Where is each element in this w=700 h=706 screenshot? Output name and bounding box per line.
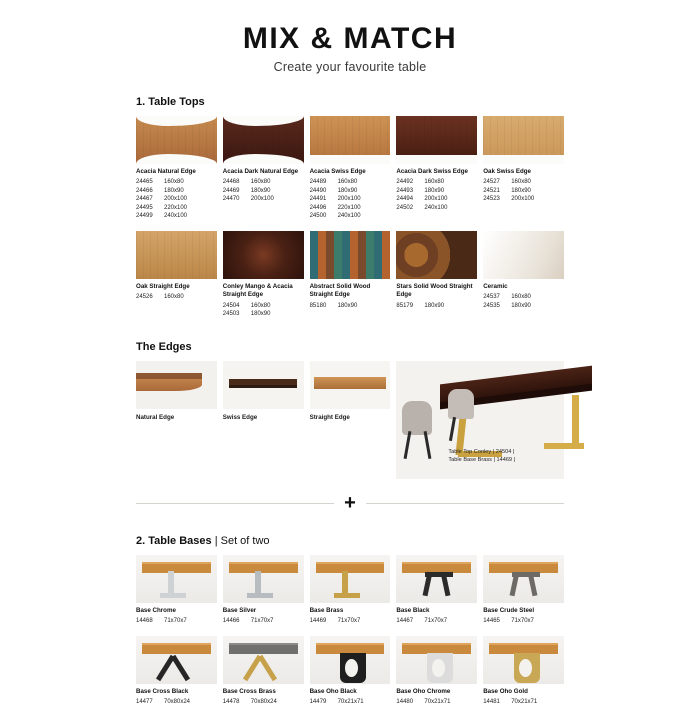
edge-name: Swiss Edge bbox=[222, 413, 258, 421]
base-codes bbox=[136, 698, 217, 706]
base-codes bbox=[483, 617, 564, 626]
product-size: 220x100 bbox=[337, 204, 361, 211]
base-codes bbox=[310, 617, 391, 626]
code-row bbox=[396, 204, 477, 213]
base-size: 70x21x71 bbox=[337, 698, 364, 705]
code-row bbox=[310, 302, 391, 311]
code-row bbox=[310, 212, 391, 221]
base-codes bbox=[483, 698, 564, 706]
section-suffix-bases: | Set of two bbox=[214, 534, 270, 547]
edge-cell[interactable] bbox=[223, 361, 304, 479]
product-size: 200x100 bbox=[511, 196, 535, 203]
product-code: 24492 bbox=[396, 179, 414, 186]
product-swatch bbox=[483, 231, 564, 279]
product-name: Oak Straight Edge bbox=[136, 282, 190, 290]
product-name: Ceramic bbox=[483, 282, 508, 290]
edges-grid bbox=[136, 361, 564, 479]
product-codes bbox=[483, 293, 564, 310]
code-row bbox=[136, 293, 217, 302]
code-row bbox=[223, 617, 304, 626]
product-size: 200x100 bbox=[337, 196, 361, 203]
product-size: 180x90 bbox=[337, 187, 358, 194]
base-code: 14480 bbox=[396, 698, 414, 705]
product-code: 24490 bbox=[309, 187, 327, 194]
product-size: 160x80 bbox=[337, 179, 358, 186]
product-name: Abstract Solid Wood Straight Edge bbox=[309, 282, 371, 299]
product-name: Acacia Dark Swiss Edge bbox=[396, 168, 468, 175]
edge-swatch bbox=[136, 361, 217, 409]
catalog-content bbox=[0, 96, 700, 706]
page-title: MIX & MATCH bbox=[242, 22, 458, 55]
base-swatch bbox=[310, 555, 391, 603]
product-code: 24489 bbox=[309, 179, 327, 186]
product-codes bbox=[223, 302, 304, 319]
base-size: 70x21x71 bbox=[424, 698, 451, 705]
base-size: 70x80x24 bbox=[250, 698, 277, 705]
section-title-table-bases bbox=[136, 535, 564, 547]
base-swatch bbox=[396, 555, 477, 603]
product-name: Stars Solid Wood Straight Edge bbox=[396, 282, 473, 299]
product-cell[interactable] bbox=[136, 231, 217, 319]
product-code: 24467 bbox=[136, 196, 153, 203]
base-name: Base Brass bbox=[309, 606, 344, 614]
product-code: 24495 bbox=[136, 204, 153, 211]
product-size: 200x100 bbox=[250, 196, 274, 203]
product-size: 160x80 bbox=[511, 179, 531, 186]
code-row bbox=[483, 302, 564, 311]
code-row bbox=[310, 617, 391, 626]
product-size: 180x90 bbox=[250, 187, 271, 194]
product-code: 24468 bbox=[222, 179, 240, 186]
product-codes bbox=[396, 302, 477, 311]
base-swatch bbox=[223, 555, 304, 603]
code-row bbox=[483, 698, 564, 706]
base-code: 14479 bbox=[309, 698, 327, 705]
code-row bbox=[310, 698, 391, 706]
product-code: 24500 bbox=[309, 213, 327, 220]
section-number-tops: 1. bbox=[136, 96, 146, 108]
base-name: Base Cross Black bbox=[136, 687, 189, 695]
product-code: 24499 bbox=[136, 213, 153, 220]
base-swatch bbox=[396, 636, 477, 684]
product-swatch bbox=[136, 116, 217, 164]
product-size: 240x100 bbox=[424, 204, 448, 211]
base-name: Base Chrome bbox=[136, 606, 176, 614]
base-swatch bbox=[483, 636, 564, 684]
product-size: 180x90 bbox=[424, 302, 445, 309]
base-cell[interactable] bbox=[483, 636, 564, 706]
base-size: 71x70x7 bbox=[337, 618, 361, 625]
code-row bbox=[136, 698, 217, 706]
base-codes bbox=[396, 617, 477, 626]
product-size: 160x80 bbox=[250, 179, 271, 186]
base-name: Base Oho Black bbox=[309, 687, 357, 695]
base-cell[interactable] bbox=[310, 636, 391, 706]
page-header bbox=[0, 0, 700, 74]
base-size: 71x70x7 bbox=[511, 618, 534, 625]
section-number-bases: 2. bbox=[136, 534, 146, 547]
product-size: 180x90 bbox=[511, 187, 531, 194]
product-size: 180x90 bbox=[424, 187, 445, 194]
page-subtitle: Create your favourite table bbox=[273, 60, 427, 74]
code-row bbox=[136, 204, 217, 213]
table-bases-row-1 bbox=[136, 555, 564, 626]
code-row bbox=[396, 178, 477, 187]
product-swatch bbox=[136, 231, 217, 279]
base-name: Base Silver bbox=[222, 606, 257, 614]
base-code: 14469 bbox=[309, 618, 327, 625]
product-size: 200x100 bbox=[424, 196, 448, 203]
product-size: 160x80 bbox=[424, 179, 445, 186]
code-row bbox=[223, 187, 304, 196]
code-row bbox=[396, 617, 477, 626]
product-size: 160x80 bbox=[511, 294, 531, 301]
product-size: 240x100 bbox=[337, 213, 361, 220]
product-cell[interactable] bbox=[223, 116, 304, 221]
code-row bbox=[310, 178, 391, 187]
code-row bbox=[396, 302, 477, 311]
base-cell[interactable] bbox=[136, 636, 217, 706]
base-swatch bbox=[136, 555, 217, 603]
product-size: 220x100 bbox=[164, 204, 188, 211]
base-cell[interactable] bbox=[223, 555, 304, 626]
product-code: 24503 bbox=[222, 311, 240, 318]
product-name: Acacia Dark Natural Edge bbox=[222, 168, 299, 175]
edge-cell[interactable] bbox=[136, 361, 217, 479]
code-row bbox=[136, 195, 217, 204]
code-row bbox=[223, 698, 304, 706]
base-codes bbox=[223, 698, 304, 706]
product-codes bbox=[396, 178, 477, 212]
product-codes bbox=[136, 178, 217, 221]
base-codes bbox=[136, 617, 217, 626]
base-cell[interactable] bbox=[396, 555, 477, 626]
base-name: Base Oho Chrome bbox=[396, 687, 451, 695]
code-row bbox=[310, 187, 391, 196]
base-cell[interactable] bbox=[136, 555, 217, 626]
base-name: Base Crude Steel bbox=[483, 606, 535, 614]
product-swatch bbox=[310, 231, 391, 279]
code-row bbox=[483, 617, 564, 626]
product-cell[interactable] bbox=[310, 116, 391, 221]
edge-swatch bbox=[223, 361, 304, 409]
base-size: 71x70x7 bbox=[424, 618, 448, 625]
base-cell[interactable] bbox=[310, 555, 391, 626]
product-size: 180x90 bbox=[164, 187, 184, 194]
product-code: 24537 bbox=[483, 294, 500, 301]
product-swatch bbox=[310, 116, 391, 164]
base-code: 14481 bbox=[483, 698, 500, 705]
product-cell[interactable] bbox=[483, 116, 564, 221]
product-code: 24465 bbox=[136, 179, 153, 186]
plus-symbol: + bbox=[334, 493, 366, 513]
code-row bbox=[223, 302, 304, 311]
base-code: 14468 bbox=[136, 618, 153, 625]
base-code: 14467 bbox=[396, 618, 414, 625]
code-row bbox=[223, 195, 304, 204]
product-codes bbox=[223, 178, 304, 204]
hero-caption bbox=[448, 448, 515, 465]
section-divider bbox=[136, 493, 564, 513]
product-code: 24470 bbox=[222, 196, 240, 203]
product-code: 85180 bbox=[309, 302, 327, 309]
code-row bbox=[136, 178, 217, 187]
product-cell[interactable] bbox=[310, 231, 391, 319]
code-row bbox=[223, 178, 304, 187]
product-codes bbox=[310, 302, 391, 311]
base-swatch bbox=[310, 636, 391, 684]
base-code: 14465 bbox=[483, 618, 500, 625]
product-swatch bbox=[223, 116, 304, 164]
code-row bbox=[136, 187, 217, 196]
product-codes bbox=[483, 178, 564, 204]
product-size: 240x100 bbox=[164, 213, 188, 220]
hero-caption-line-2: Table Base Brass | 14469 | bbox=[448, 457, 516, 464]
product-code: 24535 bbox=[483, 302, 500, 309]
edge-cell[interactable] bbox=[310, 361, 391, 479]
product-codes bbox=[136, 293, 217, 302]
product-size: 160x80 bbox=[164, 179, 184, 186]
product-code: 24491 bbox=[309, 196, 327, 203]
edge-name: Straight Edge bbox=[309, 413, 350, 421]
product-cell[interactable] bbox=[396, 231, 477, 319]
code-row bbox=[483, 178, 564, 187]
product-cell[interactable] bbox=[396, 116, 477, 221]
product-code: 24466 bbox=[136, 187, 153, 194]
code-row bbox=[483, 293, 564, 302]
product-size: 160x80 bbox=[164, 294, 184, 301]
product-code: 24496 bbox=[309, 204, 327, 211]
product-name: Oak Swiss Edge bbox=[483, 168, 531, 175]
product-swatch bbox=[396, 231, 477, 279]
product-code: 24523 bbox=[483, 196, 500, 203]
section-label-bases: Table Bases bbox=[148, 534, 212, 547]
table-bases-row-2 bbox=[136, 636, 564, 706]
product-name: Acacia Swiss Edge bbox=[309, 168, 366, 175]
hero-caption-line-1: Table Top Conley | 24504 | bbox=[448, 448, 515, 455]
code-row bbox=[136, 212, 217, 221]
section-title-the-edges: The Edges bbox=[136, 340, 192, 353]
product-size: 180x90 bbox=[337, 302, 358, 309]
product-size: 180x90 bbox=[250, 311, 271, 318]
code-row bbox=[396, 187, 477, 196]
table-tops-row-1 bbox=[136, 116, 564, 221]
hero-product-image bbox=[396, 361, 564, 479]
code-row bbox=[223, 310, 304, 319]
base-swatch bbox=[136, 636, 217, 684]
product-code: 24493 bbox=[396, 187, 414, 194]
code-row bbox=[483, 195, 564, 204]
code-row bbox=[396, 698, 477, 706]
product-size: 180x90 bbox=[511, 302, 531, 309]
product-code: 24502 bbox=[396, 204, 414, 211]
edge-name: Natural Edge bbox=[136, 413, 175, 421]
base-codes bbox=[396, 698, 477, 706]
base-swatch bbox=[483, 555, 564, 603]
product-size: 200x100 bbox=[164, 196, 188, 203]
product-code: 85179 bbox=[396, 302, 414, 309]
product-size: 160x80 bbox=[250, 302, 271, 309]
product-name: Acacia Natural Edge bbox=[136, 168, 196, 175]
product-code: 24521 bbox=[483, 187, 500, 194]
base-code: 14478 bbox=[222, 698, 240, 705]
edge-swatch bbox=[310, 361, 391, 409]
code-row bbox=[136, 617, 217, 626]
code-row bbox=[310, 204, 391, 213]
product-swatch bbox=[396, 116, 477, 164]
product-cell[interactable] bbox=[136, 116, 217, 221]
base-code: 14477 bbox=[136, 698, 153, 705]
base-name: Base Oho Gold bbox=[483, 687, 528, 695]
base-name: Base Black bbox=[396, 606, 430, 614]
section-title-table-tops bbox=[136, 96, 564, 108]
edges-section bbox=[136, 361, 564, 479]
base-size: 71x70x7 bbox=[250, 618, 274, 625]
product-code: 24494 bbox=[396, 196, 414, 203]
product-swatch bbox=[223, 231, 304, 279]
base-codes bbox=[310, 698, 391, 706]
product-swatch bbox=[483, 116, 564, 164]
product-cell[interactable] bbox=[483, 231, 564, 319]
product-code: 24526 bbox=[136, 294, 153, 301]
code-row bbox=[310, 195, 391, 204]
base-cell[interactable] bbox=[223, 636, 304, 706]
section-label-tops: Table Tops bbox=[148, 96, 205, 108]
base-cell[interactable] bbox=[483, 555, 564, 626]
base-size: 70x21x71 bbox=[511, 698, 538, 705]
base-name: Base Cross Brass bbox=[222, 687, 276, 695]
product-codes bbox=[310, 178, 391, 221]
base-size: 70x80x24 bbox=[164, 698, 191, 705]
base-codes bbox=[223, 617, 304, 626]
product-name: Conley Mango & Acacia Straight Edge bbox=[222, 282, 293, 299]
product-code: 24504 bbox=[222, 302, 240, 309]
base-swatch bbox=[223, 636, 304, 684]
base-cell[interactable] bbox=[396, 636, 477, 706]
product-code: 24527 bbox=[483, 179, 500, 186]
product-cell[interactable] bbox=[223, 231, 304, 319]
product-code: 24469 bbox=[222, 187, 240, 194]
code-row bbox=[396, 195, 477, 204]
base-size: 71x70x7 bbox=[164, 618, 187, 625]
code-row bbox=[483, 187, 564, 196]
table-tops-row-2 bbox=[136, 231, 564, 319]
base-code: 14466 bbox=[222, 618, 240, 625]
